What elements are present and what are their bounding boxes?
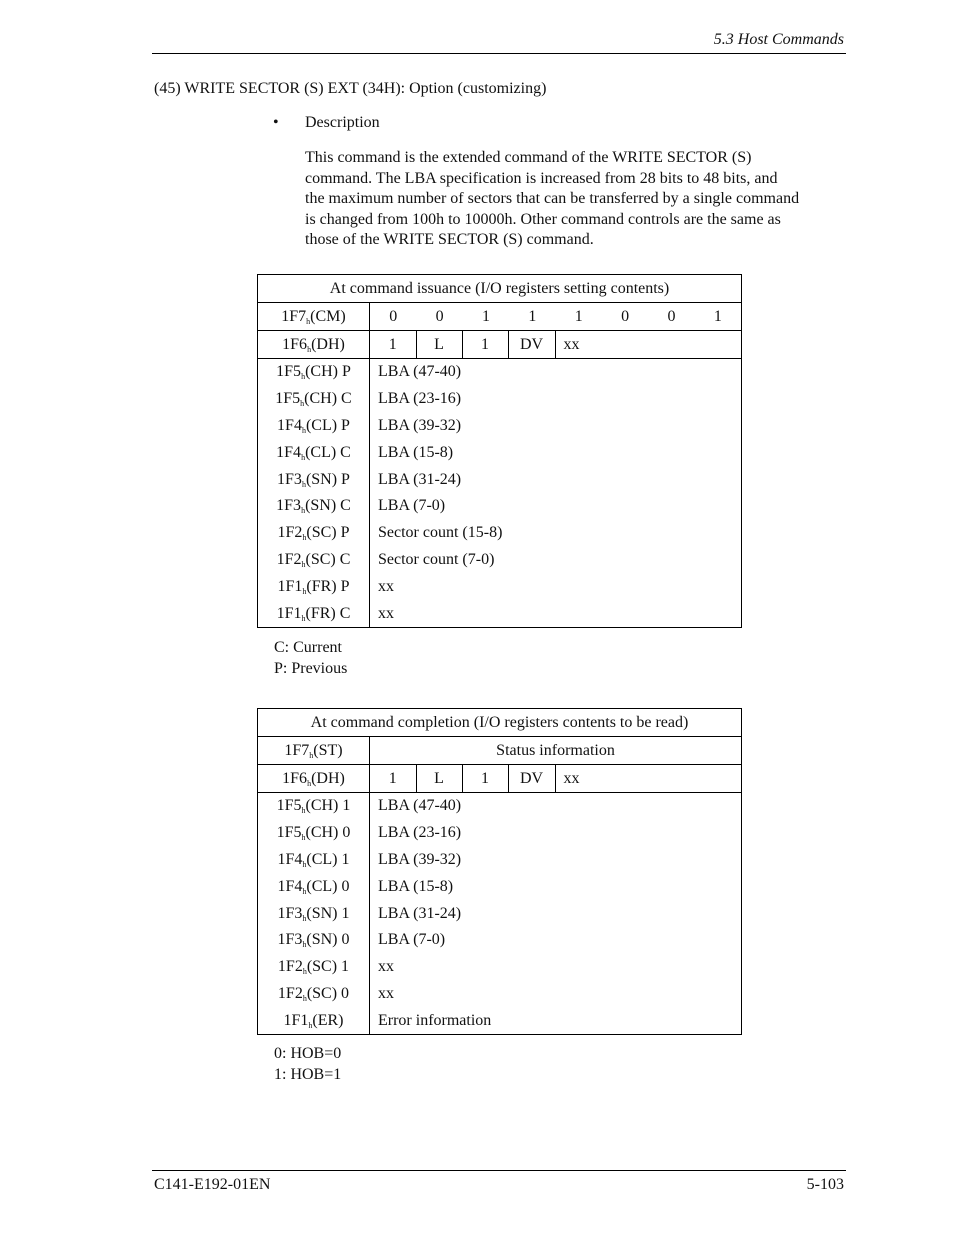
footer-rule xyxy=(152,1170,846,1171)
register-value: LBA (23-16) xyxy=(370,820,742,847)
register-value: LBA (39-32) xyxy=(370,847,742,874)
header-rule xyxy=(152,53,846,54)
register-label: $1F3_h(SN)$ 1 xyxy=(258,900,370,927)
register-value: xx xyxy=(370,600,742,627)
completion-register-table xyxy=(257,708,742,1035)
completion-legend xyxy=(274,1044,341,1085)
register-value: Sector count (7-0) xyxy=(370,547,742,574)
register-value: Error information xyxy=(370,1007,742,1034)
st-register-label: $1F7_h(ST)$ xyxy=(258,737,370,765)
register-label: $1F3_h(SN)$ P xyxy=(258,466,370,493)
description-line: those of the WRITE SECTOR (S) command. xyxy=(305,231,594,249)
register-label: $1F1_h(ER)$ xyxy=(258,1007,370,1034)
legend-line: C: Current xyxy=(274,639,342,656)
register-value: xx xyxy=(370,954,742,981)
register-value: LBA (7-0) xyxy=(370,493,742,520)
dh-bit: 1 xyxy=(462,331,508,358)
dh-bit: xx xyxy=(555,765,741,792)
register-value: LBA (39-32) xyxy=(370,413,742,440)
register-value: xx xyxy=(370,981,742,1008)
register-label: $1F4_h(CL)$ 1 xyxy=(258,847,370,874)
issuance-legend xyxy=(274,638,347,679)
register-label: $1F4_h(CL)$ C xyxy=(258,439,370,466)
register-value: xx xyxy=(370,573,742,600)
register-value: LBA (47-40) xyxy=(370,793,742,820)
register-label: $1F5_h(CH)$ 1 xyxy=(258,793,370,820)
register-label: $1F3_h(SN)$ C xyxy=(258,493,370,520)
document-id: C141-E192-01EN xyxy=(154,1176,271,1193)
legend-line: 0: HOB=0 xyxy=(274,1045,342,1062)
register-label: $1F2_h(SC)$ C xyxy=(258,547,370,574)
cm-bit: 1 xyxy=(481,307,490,325)
page-number: 5-103 xyxy=(806,1176,844,1193)
description-line: command. The LBA specification is increased from 28 bits to 48 bits, and xyxy=(305,169,778,187)
dh-bit: L xyxy=(416,765,462,792)
cm-bit: 0 xyxy=(435,307,444,325)
register-label: $1F2_h(SC)$ P xyxy=(258,520,370,547)
legend-line: 1: HOB=1 xyxy=(274,1065,342,1083)
completion-caption: At command completion (I/O registers contents to be read) xyxy=(258,709,742,737)
register-label: $1F2_h(SC)$ 1 xyxy=(258,954,370,981)
register-value: LBA (23-16) xyxy=(370,386,742,413)
dh-bit: DV xyxy=(508,331,555,358)
cm-bit: 1 xyxy=(574,307,583,325)
cm-bit: 0 xyxy=(621,307,630,325)
register-label: $1F1_h(FR)$ P xyxy=(258,573,370,600)
register-label: $1F4_h(CL)$ P xyxy=(258,413,370,440)
register-value: LBA (7-0) xyxy=(370,927,742,954)
running-header: 5.3 Host Commands xyxy=(713,31,844,48)
register-value: Sector count (15-8) xyxy=(370,520,742,547)
register-label: $1F1_h(FR)$ C xyxy=(258,600,370,627)
register-label: $1F5_h(CH)$ C xyxy=(258,386,370,413)
register-value: LBA (31-24) xyxy=(370,466,742,493)
dh-bit: xx xyxy=(555,331,741,358)
bullet-label: Description xyxy=(305,114,380,131)
description-paragraph xyxy=(305,148,845,251)
dh-bit: 1 xyxy=(462,765,508,792)
description-line: the maximum number of sectors that can be transferred by a single command xyxy=(305,190,800,208)
register-label: $1F2_h(SC)$ 0 xyxy=(258,981,370,1008)
dh-bits xyxy=(370,331,742,359)
register-value: LBA (47-40) xyxy=(370,359,742,386)
issuance-register-table xyxy=(257,274,742,628)
legend-line: P: Previous xyxy=(274,659,348,677)
register-label: $1F5_h(CH)$ P xyxy=(258,359,370,386)
dh-bit: L xyxy=(416,331,462,358)
register-label: $1F4_h(CL)$ 0 xyxy=(258,873,370,900)
register-label: $1F5_h(CH)$ 0 xyxy=(258,820,370,847)
register-value: LBA (15-8) xyxy=(370,873,742,900)
cm-bit: 1 xyxy=(528,307,537,325)
issuance-caption: At command issuance (I/O registers setting contents) xyxy=(258,275,742,303)
cm-bit: 0 xyxy=(667,307,676,325)
description-line: This command is the extended command of the WRITE SECTOR (S) xyxy=(305,149,752,166)
dh-bit: DV xyxy=(508,765,555,792)
dh-register-label: $1F6_h(DH)$ xyxy=(258,765,370,793)
cm-bits xyxy=(370,303,742,331)
cm-bit: 1 xyxy=(713,307,722,325)
register-value: LBA (15-8) xyxy=(370,439,742,466)
dh-bit: 1 xyxy=(388,335,397,353)
dh-bits xyxy=(370,765,742,793)
status-information: Status information xyxy=(370,737,742,765)
description-line: is changed from 100h to 10000h. Other command controls are the same as xyxy=(305,210,781,228)
dh-bit: 1 xyxy=(388,769,397,787)
register-value: LBA (31-24) xyxy=(370,900,742,927)
cm-bit: 0 xyxy=(389,307,398,325)
bullet-glyph: • xyxy=(273,114,279,131)
register-label: $1F3_h(SN)$ 0 xyxy=(258,927,370,954)
cm-register-label: $1F7_h(CM)$ xyxy=(258,303,370,331)
section-title: (45) WRITE SECTOR (S) EXT (34H): Option (customizing) xyxy=(154,80,547,97)
dh-register-label: $1F6_h(DH)$ xyxy=(258,331,370,359)
